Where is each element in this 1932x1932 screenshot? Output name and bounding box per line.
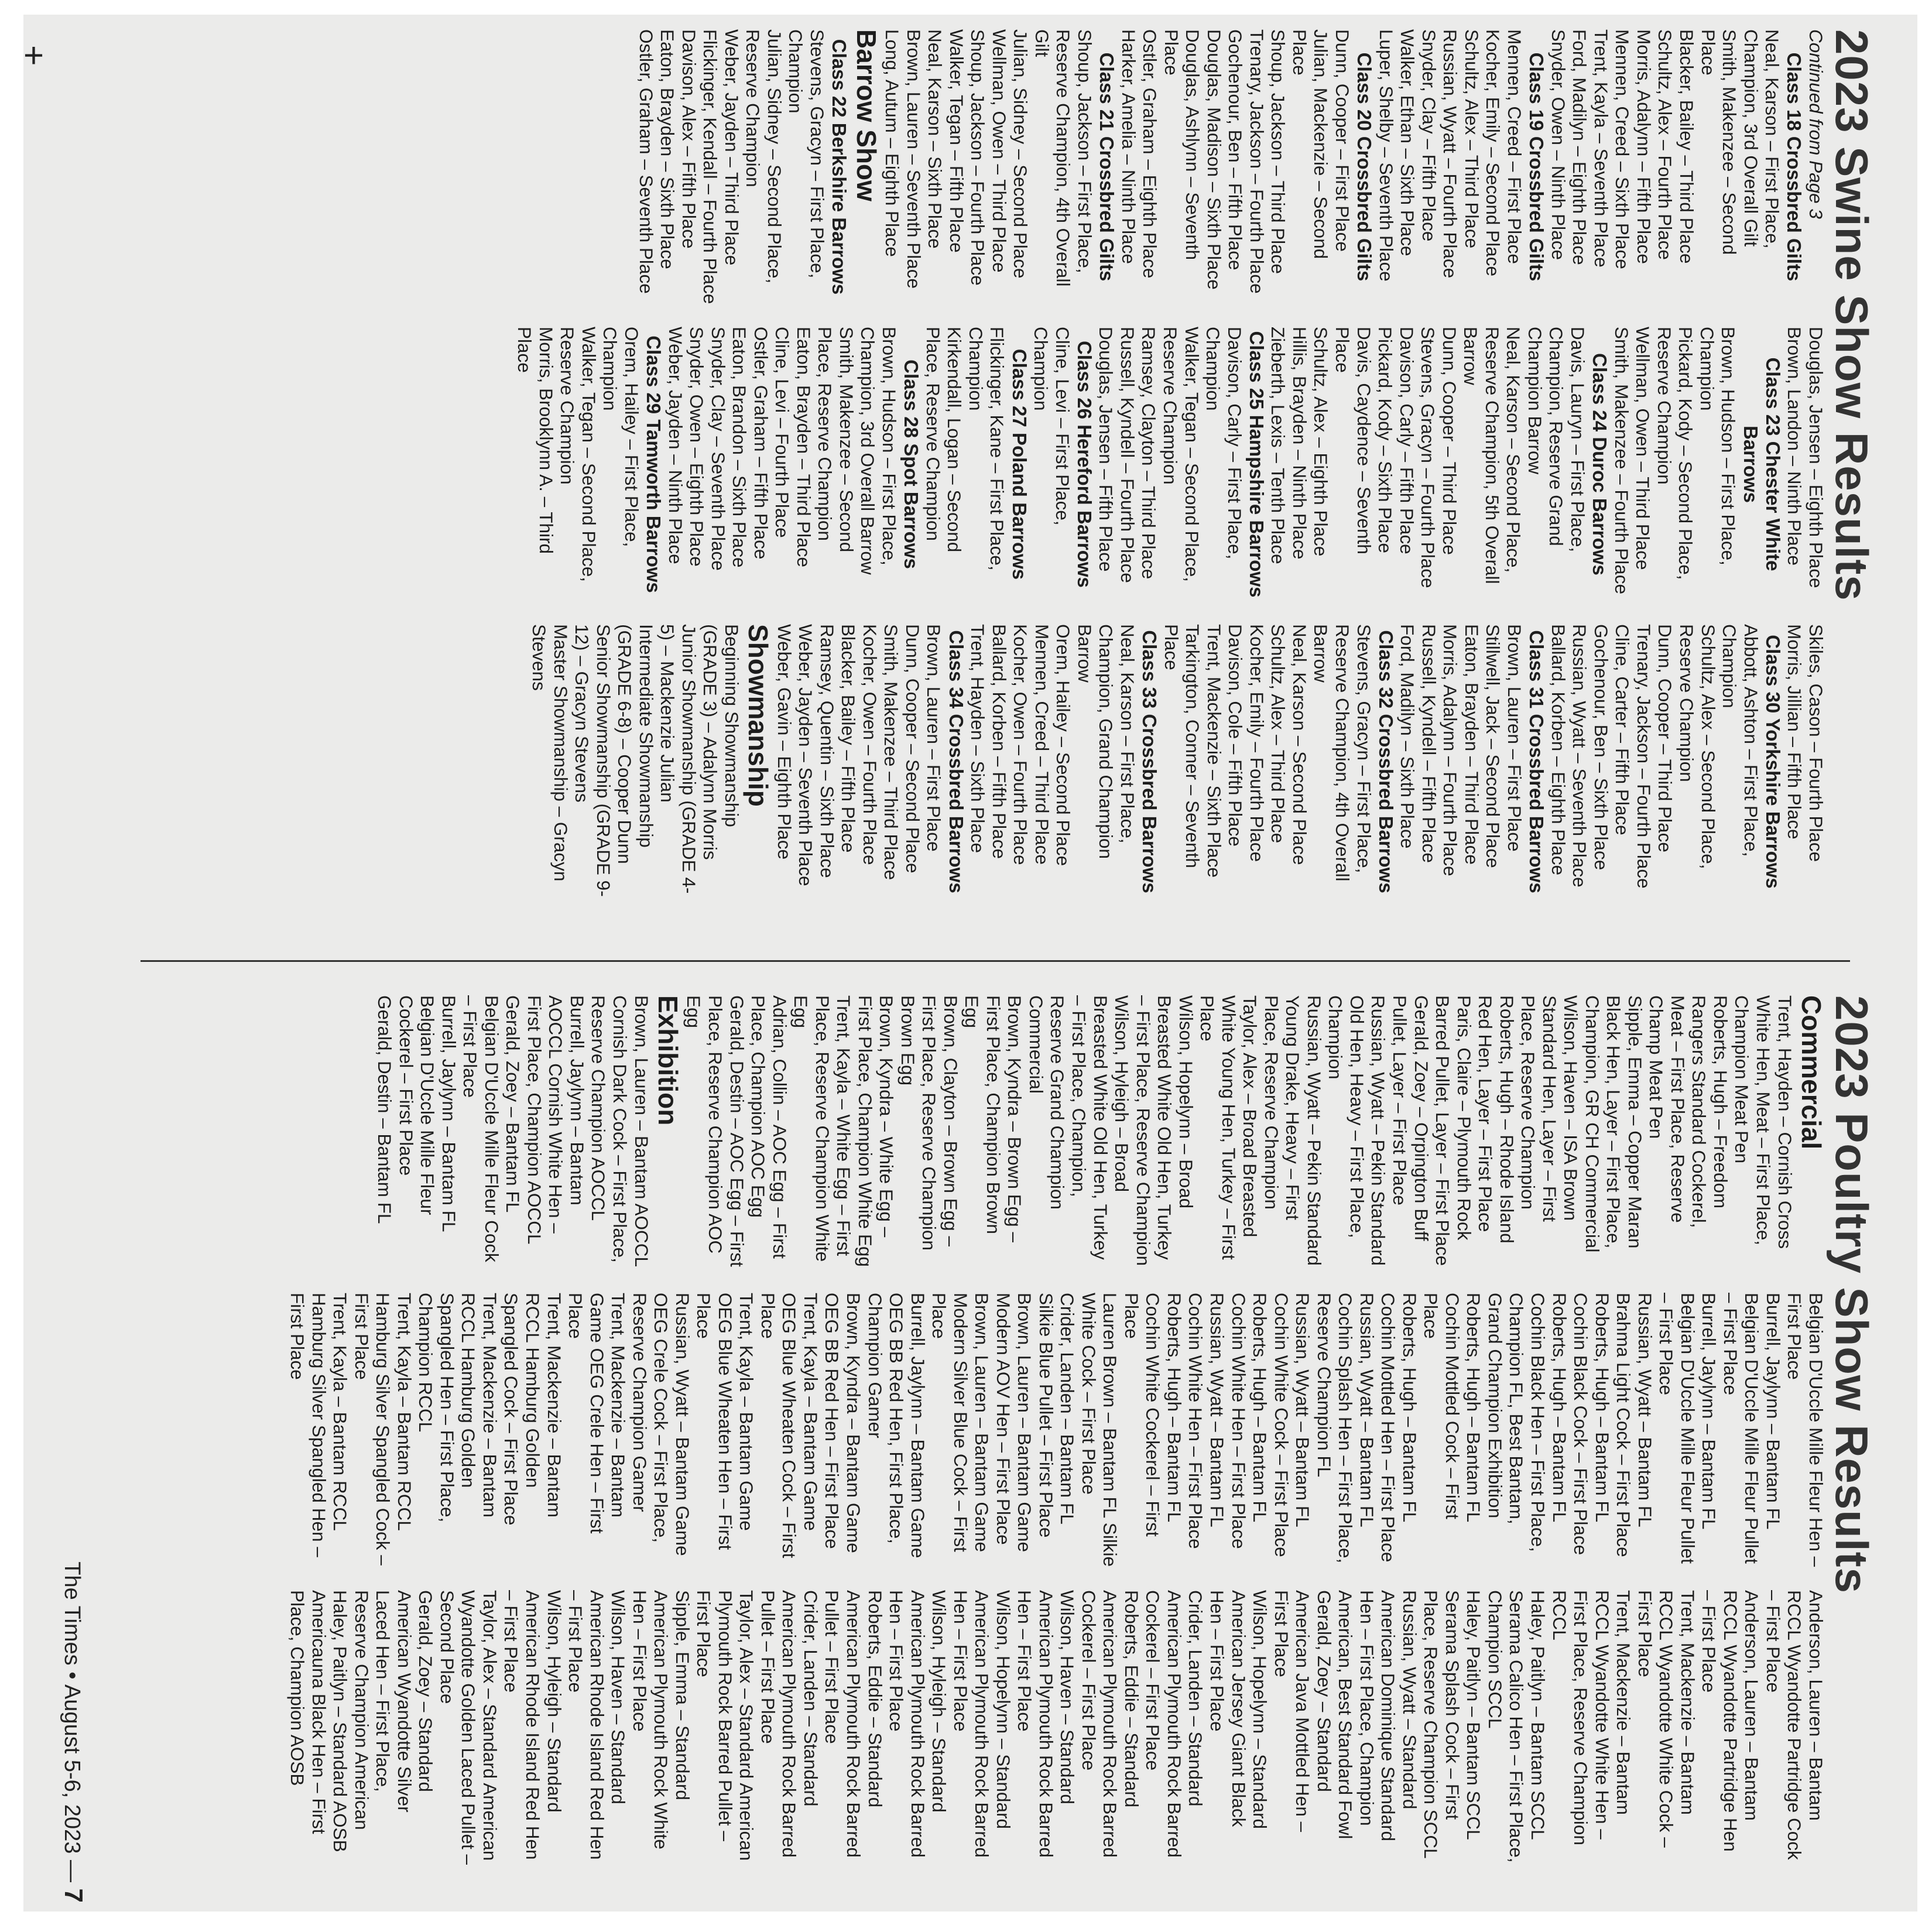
column-divider bbox=[141, 960, 1850, 962]
result-entry: Trent, Mackenzie – Sixth Place bbox=[1203, 624, 1225, 878]
result-entry: Orem, Hailey – Second Place bbox=[1053, 624, 1074, 866]
result-entry: Cline, Levi – First Place, Champion bbox=[1030, 327, 1073, 526]
newspaper-scan bbox=[23, 15, 1917, 1912]
result-entry: Weber, Jayden – Seventh Place bbox=[795, 624, 817, 886]
result-entry: Walker, Tegan – Fifth Place bbox=[946, 29, 967, 253]
result-entry: Stillwell, Jack – Second Place bbox=[1482, 624, 1504, 868]
result-entry: Russian, Wyatt – Pekin Standard Young Drake, Heavy – First Place, Reserve Champion bbox=[1260, 995, 1325, 1266]
result-entry: Russian, Wyatt – Seventh Place bbox=[1569, 624, 1591, 888]
result-entry: Wilson, Hyleigh – Standard American Plymouth Rock Barred Hen – First Place bbox=[886, 1590, 950, 1858]
result-entry: Taylor, Alex – Broad Breasted White Young Hen, Turkey – First Place bbox=[1197, 995, 1261, 1260]
result-entry: Ford, Madilyn – Eighth Place bbox=[1569, 29, 1591, 265]
result-entry: Davis, Caydence – Seventh Place bbox=[1332, 327, 1375, 554]
result-entry: Belgian D'Uccle Mille Fleur Hen – First Place bbox=[1784, 1293, 1827, 1567]
result-entry: Blacker, Bailey – Fifth Place bbox=[838, 624, 859, 853]
result-entry: Sipple, Emma – Copper Maran Black Hen, Layer – First Place, Champion, GR CH Commercial bbox=[1581, 995, 1646, 1253]
result-entry: Mennen, Creed – First Place bbox=[1504, 29, 1525, 264]
result-entry: Russian, Wyatt – Fourth Place bbox=[1440, 29, 1461, 279]
result-entry: Anderson, Lauren – Bantam RCCL Wyandotte Partridge Cock – First Place bbox=[1762, 1590, 1827, 1860]
result-entry: Skiles, Cason – Fourth Place bbox=[1805, 624, 1827, 862]
result-entry: Wilson, Hopelynn – Standard American Jersey Giant Black Hen – First Place bbox=[1207, 1590, 1271, 1829]
class-heading: Class 24 Duroc Barrows bbox=[1589, 353, 1611, 576]
result-entry: Brown, Lauren – Bantam Game Modern AOV Hen – First Place bbox=[992, 1293, 1036, 1552]
result-entry: Burrell, Jaylynn – Bantam FL Belgian D'Uccle Mille Fleur Pullet – First Place bbox=[1656, 1293, 1720, 1564]
poultry-headline: 2023 Poultry Show Results bbox=[1826, 995, 1878, 1594]
swine-columns bbox=[514, 29, 1827, 907]
result-entry: Brown, Landon – Ninth Place bbox=[1784, 327, 1806, 566]
result-entry: Wilson, Haven – Standard American Rhode Island Red Hen – First Place bbox=[565, 1590, 629, 1860]
result-entry: Trent, Mackenzie – Bantam RCCL Hamburg Golden Spangled Hen – First Place, Champion RCCL bbox=[415, 1293, 501, 1523]
swine-column bbox=[514, 29, 1827, 304]
class-heading: Class 34 Crossbred Barrows bbox=[945, 630, 967, 893]
result-entry: Russian, Wyatt – Bantam Game OEG Crele Cock – First Place, Reserve Champion Gamer bbox=[629, 1293, 693, 1556]
poultry-show-section bbox=[141, 995, 1878, 1873]
result-entry: Trent, Mackenzie – Bantam RCCL Wyandotte White Cock – First Place bbox=[1634, 1590, 1698, 1848]
result-entry: Eaton, Brandon – Sixth Place bbox=[729, 327, 751, 568]
result-entry: Gerald, Destin – AOC Egg – First Place, Reserve Champion AOC Egg bbox=[683, 995, 748, 1267]
result-entry: Schultz, Alex – Fourth Place bbox=[1654, 29, 1676, 260]
result-entry: Brown, Kyndra – Bantam Game OEG BB Red Hen – First Place bbox=[821, 1293, 864, 1553]
result-entry: Russian, Wyatt – Bantam FL Cochin White Hen – First Place bbox=[1185, 1293, 1228, 1549]
result-entry: Russian, Wyatt – Bantam FL Brahma Light Cock – First Place bbox=[1613, 1293, 1656, 1557]
swine-column bbox=[514, 624, 1827, 899]
result-entry: Roberts, Hugh – Bantam FL Cochin Mottled Hen – First Place bbox=[1378, 1293, 1420, 1563]
result-entry: Eaton, Brayden – Third Place bbox=[793, 327, 814, 567]
result-entry: Gerald, Zoey – Bantam FL Belgian D'Uccle Mille Fleur Cock – First Place bbox=[460, 995, 524, 1262]
result-entry: Davison, Alex – Fifth Place bbox=[678, 29, 700, 249]
result-entry: Blacker, Bailey – Third Place bbox=[1676, 29, 1697, 264]
result-entry: Brown, Lauren – Bantam Game Modern Silver Blue Cock – First Place bbox=[929, 1293, 993, 1552]
result-entry: Shoup, Jackson – Fourth Place bbox=[967, 29, 989, 286]
result-entry: Pickard, Kody – Second Place, Reserve Champion bbox=[1653, 327, 1697, 580]
result-entry: Haley, Paitlyn – Bantam SCCL Serama Splash Cock – First Place, Reserve Champion SCCL bbox=[1420, 1590, 1485, 1859]
result-entry: Gerald, Destin – Bantam FL bbox=[374, 995, 396, 1224]
result-entry: Ford, Madilyn – Sixth Place bbox=[1397, 624, 1419, 849]
result-entry: Morris, Adalynn – Fifth Place bbox=[1633, 29, 1654, 264]
result-entry: Roberts, Eddie – Standard American Plymouth Rock Barred Cockerel – First Place bbox=[1078, 1590, 1142, 1858]
result-entry: Wilson, Haven – ISA Brown Standard Hen, Layer – First Place, Reserve Champion bbox=[1517, 995, 1582, 1222]
result-entry: Master Showmanship – Gracyn Stevens bbox=[529, 624, 571, 882]
class-heading: Class 22 Berkshire Barrows bbox=[828, 39, 851, 295]
result-entry: Junior Showmanship (GRADE 4-5) – Mackenzie Julian bbox=[657, 624, 700, 894]
class-heading: Class 23 Chester White Barrows bbox=[1739, 357, 1784, 571]
result-entry: Weber, Jayden – Third Place bbox=[721, 29, 742, 266]
result-entry: Roberts, Hugh – Bantam FL Cochin Black Hen – First Place, Champion FL, Best Bantam, Grand Champion Exhibition bbox=[1484, 1293, 1570, 1552]
result-entry: Kirkendall, Logan – Second Place, Reserve Champion bbox=[922, 327, 965, 553]
publication-line: The Times • August 5-6, 2023 — bbox=[60, 1561, 84, 1882]
result-entry: Adrian, Collin – AOC Egg – First Place, Champion AOC Egg bbox=[748, 995, 790, 1259]
result-entry: Russell, Kyndell – Fifth Place bbox=[1418, 624, 1440, 863]
result-entry: Tarkington, Conner – Seventh Place bbox=[1160, 624, 1204, 868]
result-entry: Neal, Karson – First Place, Champion, Grand Champion Barrow bbox=[1074, 624, 1138, 859]
result-entry: Eaton, Brayden – Third Place bbox=[1461, 624, 1482, 865]
result-entry: Weber, Jayden – Ninth Place bbox=[664, 327, 686, 564]
result-entry: Taylor, Alex – Standard American Wyandotte Golden Laced Pullet – Second Place bbox=[436, 1590, 501, 1865]
result-entry: Luper, Shelby – Seventh Place bbox=[1375, 29, 1397, 282]
result-entry: Kocher, Owen – Fourth Place bbox=[1010, 624, 1032, 865]
class-heading: Class 25 Hampshire Barrows bbox=[1245, 331, 1268, 598]
result-entry: Julian, Mackenzie – Second Place bbox=[1289, 29, 1332, 259]
result-entry: Burrell, Jaylynn – Bantam FL Belgian D'Uccle Mille Fleur Pullet – First Place bbox=[1719, 1293, 1784, 1564]
result-entry: Dunn, Cooper – Second Place bbox=[902, 624, 923, 873]
result-entry: Trent, Hayden – Sixth Place bbox=[967, 624, 989, 854]
result-entry: Haley, Paitlyn – Standard AOSB Americauna Black Hen – First Place, Champion AOSB bbox=[287, 1590, 351, 1852]
swine-column bbox=[514, 327, 1827, 602]
result-entry: Walker, Tegan – Second Place, Reserve Champion bbox=[557, 327, 600, 583]
result-entry: Eaton, Brayden – Sixth Place bbox=[657, 29, 679, 269]
result-entry: Brown, Hudson – First Place, Champion bbox=[1696, 327, 1739, 566]
result-entry: Morris, Brooklynn A. – Third Place bbox=[514, 327, 557, 554]
result-entry: Stevens, Gracyn – First Place, Champion bbox=[785, 29, 828, 279]
result-entry: Smith, Makenzee – Second Place, Reserve Champion bbox=[814, 327, 857, 553]
result-entry: Gochenour, Ben – Fifth Place bbox=[1225, 29, 1246, 270]
result-entry: Cline, Carter – Fifth Place bbox=[1612, 624, 1633, 835]
result-entry: Long, Autum – Eighth Place bbox=[882, 29, 903, 257]
result-entry: Douglas, Jensen – Eighth Place bbox=[1805, 327, 1827, 588]
class-heading: Class 18 Crossbred Gilts bbox=[1783, 52, 1806, 282]
result-entry: Wilson, Hyleigh – Broad Breasted White Old Hen, Turkey – First Place, Champion, Reserve Grand Champion Commercial bbox=[1025, 995, 1133, 1260]
poultry-column bbox=[287, 995, 1827, 1270]
result-entry: Trent, Kayla – Bantam Game OEG Blue Wheaten Hen – First Place bbox=[693, 1293, 758, 1550]
result-entry: Brown, Lauren – First Place bbox=[1504, 624, 1525, 852]
result-entry: Ramsey, Quentin – Sixth Place bbox=[816, 624, 838, 878]
result-entry: Trenary, Jackson – Fourth Place bbox=[1246, 29, 1268, 294]
result-entry: Snyder, Clay – Seventh Place bbox=[707, 327, 729, 571]
class-heading: Class 33 Crossbred Barrows bbox=[1139, 630, 1161, 893]
result-entry: Wellman, Owen – Third Place bbox=[988, 29, 1010, 273]
result-entry: Julian, Sidney – Second Place bbox=[1010, 29, 1032, 279]
result-entry: Burrell, Jaylynn – Bantam Game OEG BB Red Hen, First Place, Champion Gamer bbox=[864, 1293, 929, 1558]
page-footer bbox=[59, 878, 88, 1903]
result-entry: Wellman, Owen – Third Place bbox=[1632, 327, 1654, 570]
result-entry: Trent, Mackenzie – Bantam Game OEG Crele Hen – First Place bbox=[565, 1293, 629, 1534]
result-entry: Hillis, Brayden – Ninth Place bbox=[1289, 327, 1310, 560]
result-entry: Douglas, Madison – Sixth Place bbox=[1203, 29, 1225, 290]
result-entry: Roberts, Hugh – Bantam FL Cochin Black Cock – First Place bbox=[1570, 1293, 1613, 1556]
result-entry: Brown, Lauren – Bantam AOCCL Cornish Dark Cock – First Place, Reserve Champion AOCCL bbox=[588, 995, 652, 1266]
result-entry: Kocher, Emily – Fourth Place bbox=[1246, 624, 1268, 862]
result-entry: Weber, Gavin – Eighth Place bbox=[773, 624, 795, 860]
class-heading: Class 19 Crossbred Gilts bbox=[1526, 52, 1548, 282]
result-entry: Anderson, Lauren – Bantam RCCL Wyandotte Partridge Hen – First Place bbox=[1698, 1590, 1763, 1852]
result-entry: Smith, Makenzee – Third Place bbox=[881, 624, 902, 881]
registration-mark: + bbox=[23, 36, 44, 75]
result-entry: Ostler, Graham – Eighth Place bbox=[1139, 29, 1161, 279]
result-entry: Smith, Makenzee – Fourth Place bbox=[1611, 327, 1632, 594]
result-entry: Roberts, Hugh – Freedom Rangers Standard Cockerel, Meat – First Place, Reserve Champ Meat Pen bbox=[1646, 995, 1731, 1228]
swine-show-section bbox=[141, 29, 1878, 907]
result-entry: Davison, Cole – Fifth Place bbox=[1225, 624, 1246, 847]
result-entry: Schultz, Alex – Second Place, Reserve Champion bbox=[1676, 624, 1719, 869]
result-entry: Trent, Kayla – Bantam RCCL Hamburg Silver Spangled Hen – First Place bbox=[287, 1293, 351, 1557]
result-entry: Dunn, Cooper – Third Place bbox=[1438, 327, 1460, 555]
result-entry: Smith, Makenzee – Second Place bbox=[1697, 29, 1741, 255]
result-entry: Brown, Clayton – Brown Egg – First Place, Reserve Champion Brown Egg bbox=[897, 995, 961, 1251]
result-entry: Shoup, Jackson – Third Place bbox=[1268, 29, 1289, 274]
section-heading: Exhibition bbox=[652, 995, 683, 1126]
result-entry: Roberts, Eddie – Standard American Plymouth Rock Barred Pullet – First Place bbox=[821, 1590, 886, 1858]
result-entry: Brown, Hudson – First Place, Champion, 3rd Overall Barrow bbox=[857, 327, 900, 575]
result-entry: Trent, Kayla – Seventh Place bbox=[1590, 29, 1612, 268]
class-heading: Class 27 Poland Barrows bbox=[1008, 348, 1030, 580]
result-entry: Burrell, Jaylynn – Bantam FL Belgian D'Uccle Mille Fleur Cockerel – First Place bbox=[395, 995, 460, 1232]
result-entry: Neal, Karson – Second Place, Reserve Champion, 5th Overall Barrow bbox=[1460, 327, 1525, 584]
poultry-column bbox=[287, 1293, 1827, 1568]
result-entry: Schultz, Alex – Third Place bbox=[1461, 29, 1482, 249]
result-entry: Burrell, Jaylynn – Bantam AOCCL Cornish White Hen – First Place, Champion AOCCL bbox=[523, 995, 588, 1245]
result-entry: Davis, Lauryn – First Place, Champion, Reserve Grand Champion Barrow bbox=[1524, 327, 1588, 553]
result-entry: Trenary, Jackson – Fourth Place bbox=[1633, 624, 1654, 889]
result-entry: Trent, Kayla – White Egg – First Place, Reserve Champion White Egg bbox=[790, 995, 855, 1262]
result-entry: Morris, Adalynn – Fourth Place bbox=[1440, 624, 1461, 876]
result-entry: Zieberth, Lexis – Tenth Place bbox=[1268, 327, 1289, 564]
result-entry: Davison, Carly – First Place, Champion bbox=[1203, 327, 1245, 560]
result-entry: Wilson, Haven – Standard American Plymouth Rock Barred Hen – First Place bbox=[1014, 1590, 1078, 1858]
result-entry: Crider, Landen – Standard American Plymouth Rock Barred Cockerel – First Place bbox=[1142, 1590, 1207, 1858]
result-entry: Ballard, Korben – Eighth Place bbox=[1547, 624, 1569, 876]
section-heading: Barrow Show bbox=[851, 29, 882, 201]
result-entry: Wilson, Hopelynn – Standard American Plymouth Rock Barred Hen – First Place bbox=[950, 1590, 1014, 1858]
result-entry: Pickard, Kody – Sixth Place bbox=[1375, 327, 1396, 553]
result-entry: Davison, Carly – Fifth Place bbox=[1396, 327, 1417, 554]
result-entry: Wilson, Hopelynn – Broad Breasted White Old Hen, Turkey – First Place, Reserve Champion bbox=[1132, 995, 1197, 1266]
class-heading: Class 32 Crossbred Barrows bbox=[1375, 630, 1397, 893]
result-entry: Douglas, Jensen – Fifth Place bbox=[1095, 327, 1117, 572]
result-entry: Russian, Wyatt – Bantam FL Cochin White Cock – First Place bbox=[1270, 1293, 1314, 1557]
result-entry: Russian, Wyatt – Bantam FL Cochin Splash Hen – First Place, Reserve Champion FL bbox=[1313, 1293, 1378, 1564]
result-entry: Snyder, Owen – Ninth Place bbox=[1547, 29, 1569, 260]
result-entry: Gerald, Zoey – Orpington Buff Pullet, Layer – First Place bbox=[1389, 995, 1432, 1241]
result-entry: Kocher, Emily – Second Place bbox=[1482, 29, 1504, 276]
continued-note: Continued from Page 3 bbox=[1805, 29, 1827, 219]
result-entry: Brown, Lauren – First Place bbox=[923, 624, 945, 852]
class-heading: Class 31 Crossbred Barrows bbox=[1526, 630, 1548, 893]
result-entry: Wilson, Hyleigh – Standard American Rhode Island Red Hen – First Place bbox=[501, 1590, 565, 1860]
result-entry: Schultz, Alex – Third Place bbox=[1268, 624, 1289, 844]
result-entry: Roberts, Hugh – Bantam FL Cochin Mottled Cock – First Place bbox=[1420, 1293, 1485, 1522]
result-entry: Stevens, Gracyn – First Place, Reserve Champion, 4th Overall Barrow bbox=[1310, 624, 1375, 882]
result-entry: Snyder, Clay – Fifth Place bbox=[1418, 29, 1440, 242]
result-entry: Gerald, Zoey – Standard American Java Mottled Hen – First Place bbox=[1270, 1590, 1335, 1832]
result-entry: Trent, Kayla – Bantam Game OEG Blue Wheaten Cock – First Place bbox=[757, 1293, 821, 1558]
result-entry: Kocher, Owen – Fourth Place bbox=[859, 624, 881, 865]
class-heading: Class 29 Tamworth Barrows bbox=[643, 335, 665, 593]
result-entry: Brown, Kyndra – White Egg – First Place, Champion White Egg bbox=[854, 995, 898, 1267]
class-heading: Class 20 Crossbred Gilts bbox=[1354, 52, 1376, 282]
poultry-columns bbox=[287, 995, 1827, 1873]
result-entry: Mennen, Creed – Third Place bbox=[1031, 624, 1053, 865]
result-entry: Brown, Kyndra – Brown Egg – First Place, Champion Brown Egg bbox=[961, 995, 1026, 1242]
result-entry: Walker, Ethan – Sixth Place bbox=[1397, 29, 1419, 256]
result-entry: Douglas, Ashlynn – Seventh Place bbox=[1160, 29, 1204, 261]
result-entry: Schultz, Alex – Eighth Place bbox=[1310, 327, 1332, 557]
result-entry: Orem, Hailey – First Place, Champion bbox=[600, 327, 642, 547]
result-entry: Brown, Lauren – Seventh Place bbox=[903, 29, 924, 289]
result-entry: Dunn, Cooper – First Place bbox=[1332, 29, 1354, 252]
result-entry: Paris, Claire – Plymouth Rock Barred Pullet, Layer – First Place bbox=[1432, 995, 1475, 1266]
result-entry: Flickinger, Kendall – Fourth Place bbox=[700, 29, 721, 304]
result-entry: Lauren Brown – Bantam FL Silkie White Cock – First Place bbox=[1078, 1293, 1121, 1567]
result-entry: Mennen, Creed – Sixth Place bbox=[1612, 29, 1633, 269]
result-entry: Gochenour, Ben – Sixth Place bbox=[1590, 624, 1612, 871]
result-entry: Roberts, Hugh – Bantam FL Cochin White Cockerel – First Place bbox=[1121, 1293, 1185, 1537]
result-entry: Neal, Karson – Second Place bbox=[1289, 624, 1310, 865]
result-entry: Crider, Landen – Standard American Plymouth Rock Barred Pullet – First Place bbox=[757, 1590, 821, 1858]
result-entry: Gerald, Zoey – Standard American Wyandotte Silver Laced Hen – First Place, Reserve Champion American bbox=[351, 1590, 437, 1830]
result-entry: Russian, Wyatt – Pekin Standard Old Hen, Heavy – First Place, Champion bbox=[1325, 995, 1389, 1266]
result-entry: Shoup, Jackson – First Place, Reserve Champion, 4th Overall Gilt bbox=[1031, 29, 1095, 287]
result-entry: Dunn, Cooper – Third Place bbox=[1654, 624, 1676, 852]
poultry-column bbox=[287, 1590, 1827, 1865]
class-heading: Class 28 Spot Barrows bbox=[900, 359, 923, 569]
class-heading: Class 21 Crossbred Gilts bbox=[1096, 52, 1118, 282]
result-entry: Taylor, Alex – Standard American Plymouth Rock Barred Pullet – First Place bbox=[693, 1590, 758, 1861]
result-entry: Abbott, Ashton – First Place, Champion bbox=[1719, 624, 1762, 857]
result-entry: Neal, Karson – First Place, Champion, 3rd Overall Gilt bbox=[1740, 29, 1783, 249]
result-entry: Trent, Hayden – Cornish Cross White Hen, Meat – First Place, Champion Meat Pen bbox=[1731, 995, 1796, 1249]
swine-headline: 2023 Swine Show Results bbox=[1826, 29, 1878, 601]
result-entry: Cline, Levi – Fourth Place bbox=[772, 327, 793, 538]
result-entry: Sipple, Emma – Standard American Plymouth Rock White Hen – First Place bbox=[629, 1590, 693, 1849]
result-entry: Roberts, Hugh – Bantam FL Cochin White Hen – First Place bbox=[1228, 1293, 1271, 1549]
result-entry: Russian, Wyatt – Standard American Dominique Standard Hen – First Place, Champion American, Best Standard Fowl bbox=[1335, 1590, 1420, 1841]
result-entry: Julian, Sidney – Second Place, Reserve Champion bbox=[742, 29, 785, 284]
result-entry: Morris, Jillian – Fifth Place bbox=[1784, 624, 1806, 840]
result-entry: Ballard, Korben – Fifth Place bbox=[988, 624, 1010, 859]
result-entry: Trent, Mackenzie – Bantam RCCL Wyandotte White Hen – First Place, Reserve Champion RCCL bbox=[1549, 1590, 1635, 1845]
result-entry: Trent, Kayla – Bantam RCCL Hamburg Silver Spangled Cock – First Place bbox=[351, 1293, 415, 1566]
result-entry: Neal, Karson – Sixth Place bbox=[924, 29, 946, 249]
result-entry: Roberts, Hugh – Rhode Island Red Hen, Layer – First Place bbox=[1475, 995, 1517, 1244]
result-entry: Snyder, Owen – Eighth Place bbox=[686, 327, 708, 567]
result-entry: Crider, Landen – Bantam FL Silkie Blue Pullet – First Place bbox=[1035, 1293, 1078, 1538]
result-entry: Flickinger, Kane – First Place, Champion bbox=[965, 327, 1008, 571]
result-entry: Intermediate Showmanship (GRADE 6-8) – Cooper Dunn bbox=[614, 624, 657, 864]
result-entry: Walker, Tegan – Second Place, Reserve Champion bbox=[1160, 327, 1203, 583]
result-entry: Russell, Kyndell – Fourth Place bbox=[1116, 327, 1138, 583]
result-entry: Senior Showmanship (GRADE 9-12) – Gracyn Stevens bbox=[571, 624, 614, 897]
result-entry: Harker, Amelia – Ninth Place bbox=[1118, 29, 1139, 264]
result-entry: Beginning Showmanship (GRADE 3) – Adalynn Morris bbox=[700, 624, 742, 860]
result-entry: Haley, Paitlyn – Bantam SCCL Serama Calico Hen – First Place, Champion SCCL bbox=[1484, 1590, 1549, 1863]
class-heading: Class 30 Yorkshire Barrows bbox=[1762, 635, 1784, 889]
section-heading: Commercial bbox=[1796, 995, 1827, 1150]
result-entry: Ramsey, Clayton – Third Place bbox=[1138, 327, 1160, 580]
class-heading: Class 26 Hereford Barrows bbox=[1073, 341, 1095, 588]
newspaper-page bbox=[59, 29, 1878, 1912]
page-number: 7 bbox=[59, 1888, 88, 1903]
result-entry: Trent, Mackenzie – Bantam RCCL Hamburg Golden Spangled Cock – First Place bbox=[501, 1293, 565, 1526]
section-heading: Showmanship bbox=[743, 624, 774, 807]
result-entry: Ostler, Graham – Fifth Place bbox=[750, 327, 772, 560]
result-entry: Ostler, Graham – Seventh Place bbox=[635, 29, 657, 294]
result-entry: Stevens, Gracyn – Fourth Place bbox=[1417, 327, 1439, 588]
